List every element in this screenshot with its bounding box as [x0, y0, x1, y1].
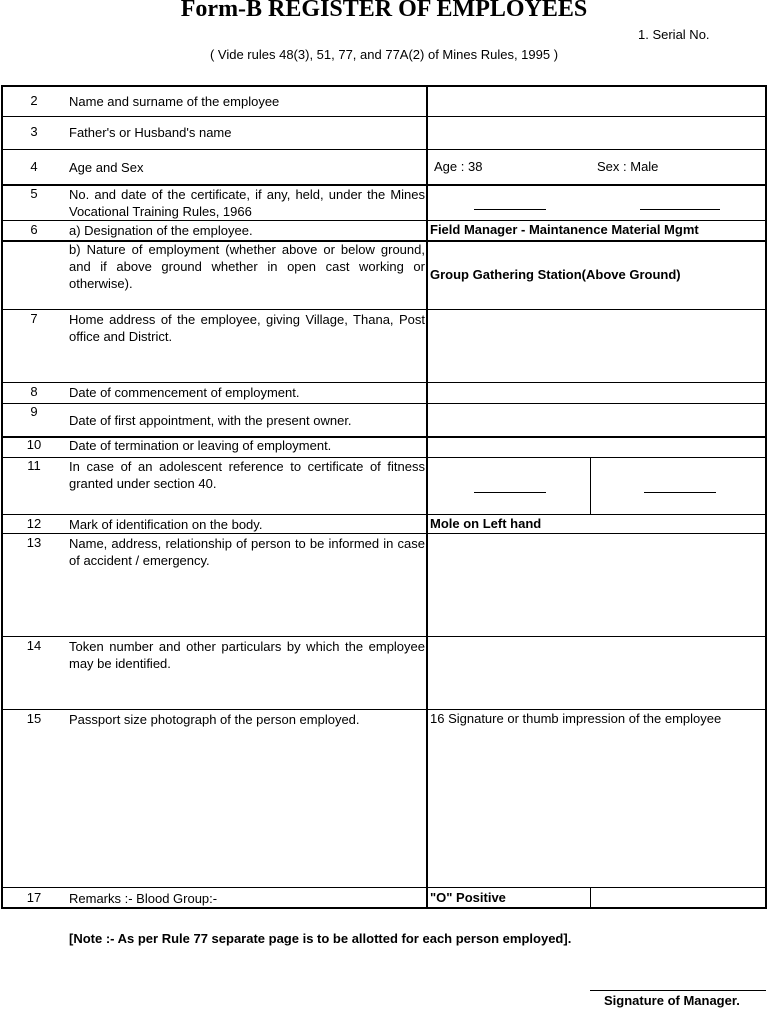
certificate-date-blank — [640, 209, 720, 210]
serial-number-label: 1. Serial No. — [638, 27, 710, 42]
rules-reference: ( Vide rules 48(3), 51, 77, and 77A(2) of Mines Rules, 1995 ) — [209, 47, 559, 62]
row-2-label: Name and surname of the employee — [69, 94, 280, 109]
row-11-divider — [590, 457, 591, 514]
row-line — [1, 636, 767, 637]
designation-value: Field Manager - Maintanence Material Mgmt — [430, 222, 699, 237]
row-5-number: 5 — [30, 186, 38, 201]
row-6b-label: b) Nature of employment (whether above or below ground, and if above ground whether in open cast working or otherwise). — [69, 242, 425, 291]
row-line — [1, 116, 767, 117]
row-7-number: 7 — [30, 311, 38, 326]
signature-line — [590, 990, 766, 991]
row-line — [1, 220, 767, 221]
row-line — [1, 514, 767, 515]
row-line — [1, 309, 767, 310]
age-value: Age : 38 — [434, 159, 483, 174]
row-9-label: Date of first appointment, with the present owner. — [69, 413, 352, 428]
manager-signature-label: Signature of Manager. — [604, 993, 740, 1008]
row-9-number: 9 — [30, 404, 38, 419]
table-border-top — [1, 85, 767, 87]
row-13-label: Name, address, relationship of person to be informed in case of accident / emergency. — [69, 536, 425, 568]
row-line — [1, 382, 767, 383]
row-8-number: 8 — [30, 384, 38, 399]
signature-thumb-label: 16 Signature or thumb impression of the employee — [430, 711, 722, 726]
table-border-bottom — [1, 907, 767, 909]
row-6a-label: a) Designation of the employee. — [69, 223, 253, 238]
row-5-label: No. and date of the certificate, if any, held, under the Mines Vocational Training Rules, 1966 — [69, 187, 425, 219]
row-17-number: 17 — [26, 890, 42, 905]
sex-value: Sex : Male — [597, 159, 659, 174]
row-10-number: 10 — [26, 437, 42, 452]
footer-note: [Note :- As per Rule 77 separate page is to be allotted for each person employed]. — [69, 931, 572, 946]
row-line — [1, 533, 767, 534]
identification-mark-value: Mole on Left hand — [430, 516, 542, 531]
row-3-label: Father's or Husband's name — [69, 125, 232, 140]
column-divider — [426, 85, 428, 909]
row-15-number: 15 — [26, 711, 42, 726]
row-14-number: 14 — [26, 638, 42, 653]
row-line — [1, 709, 767, 710]
row-line — [1, 403, 767, 404]
fitness-certificate-number-blank — [474, 492, 546, 493]
certificate-number-blank — [474, 209, 546, 210]
row-8-label: Date of commencement of employment. — [69, 385, 300, 400]
row-14-label: Token number and other particulars by which the employee may be identified. — [69, 639, 425, 671]
row-12-label: Mark of identification on the body. — [69, 517, 263, 532]
table-border-left — [1, 85, 3, 909]
fitness-certificate-date-blank — [644, 492, 716, 493]
row-10-label: Date of termination or leaving of employment. — [69, 438, 332, 453]
row-7-label: Home address of the employee, giving Village, Thana, Post office and District. — [69, 312, 425, 344]
blood-group-value: "O" Positive — [430, 890, 506, 905]
row-line — [1, 149, 767, 150]
row-15-label: Passport size photograph of the person employed. — [69, 712, 360, 727]
row-13-number: 13 — [26, 535, 42, 550]
row-6-number: 6 — [30, 222, 38, 237]
row-4-number: 4 — [30, 159, 38, 174]
row-line — [1, 887, 767, 888]
row-17-label: Remarks :- Blood Group:- — [69, 891, 218, 906]
row-4-label: Age and Sex — [69, 160, 144, 175]
table-border-right — [765, 85, 767, 909]
form-title: Form-B REGISTER OF EMPLOYEES — [180, 0, 588, 22]
row-11-number: 11 — [27, 458, 41, 473]
nature-of-employment-value: Group Gathering Station(Above Ground) — [430, 267, 681, 282]
row-11-label: In case of an adolescent reference to certificate of fitness granted under section 40. — [69, 459, 425, 491]
row-12-number: 12 — [26, 516, 42, 531]
row-17-divider — [590, 887, 591, 908]
row-2-number: 2 — [30, 93, 38, 108]
row-3-number: 3 — [30, 124, 38, 139]
